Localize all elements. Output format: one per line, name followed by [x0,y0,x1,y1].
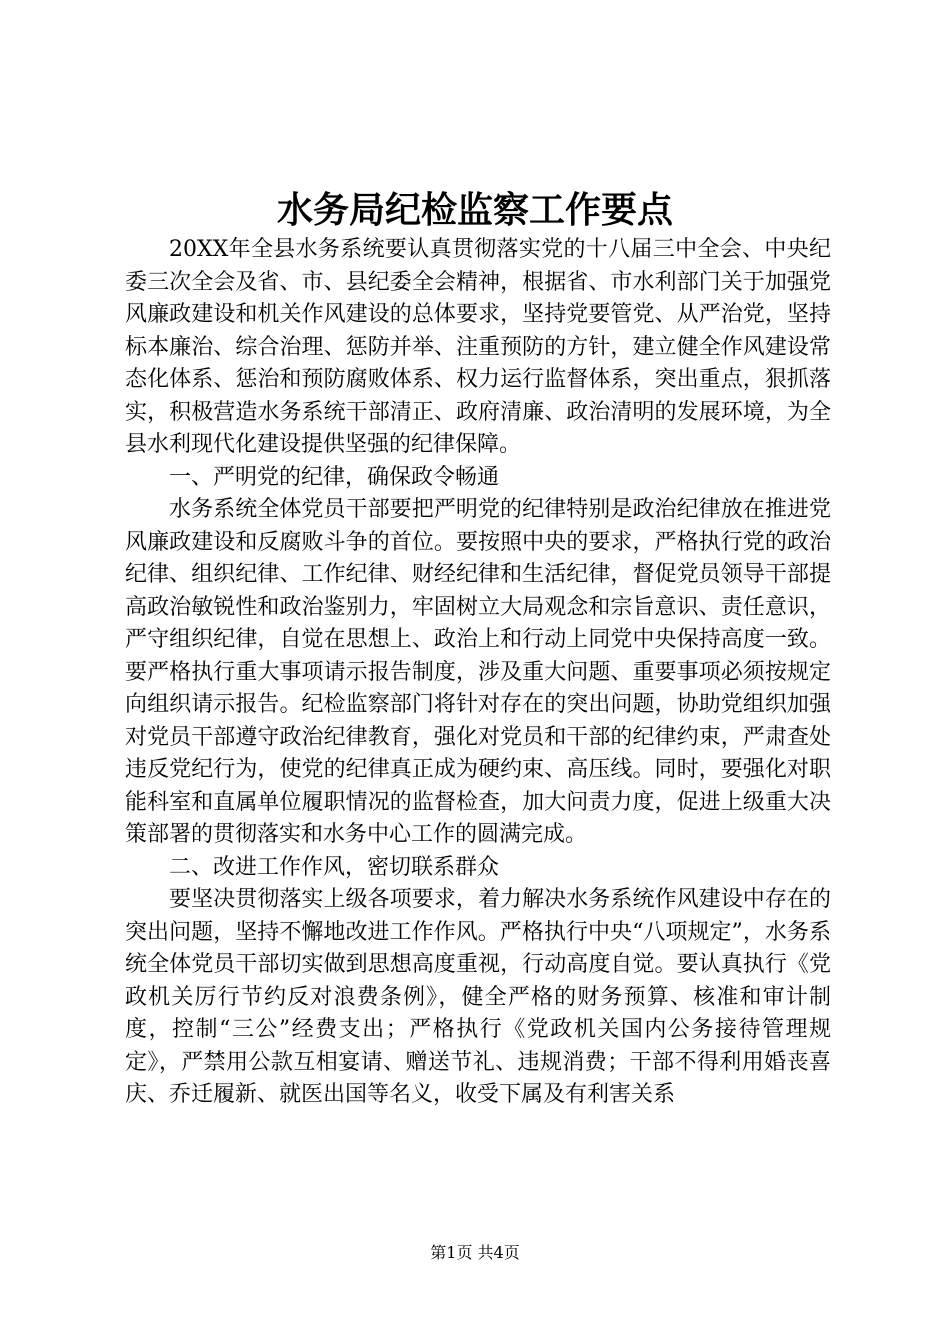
section-1-paragraph: 水务系统全体党员干部要把严明党的纪律特别是政治纪律放在推进党风廉政建设和反腐败斗争的首位。要按照中央的要求，严格执行党的政治纪律、组织纪律、工作纪律、财经纪律和生活纪律，督促党员领导干部提高政治敏锐性和政治鉴别力，牢固树立大局观念和宗旨意识、责任意识，严守组织纪律，自觉在思想上、政治上和行动上同党中央保持高度一致。要严格执行重大事项请示报告制度，涉及重大问题、重要事项必须按规定向组织请示报告。纪检监察部门将针对存在的突出问题，协助党组织加强对党员干部遵守政治纪律教育，强化对党员和干部的纪律约束，严肃查处违反党纪行为，使党的纪律真正成为硬约束、高压线。同时，要强化对职能科室和直属单位履职情况的监督检查，加大问责力度，促进上级重大决策部署的贯彻落实和水务中心工作的圆满完成。 [125,497,831,847]
section-heading-2: 二、改进工作作风，密切联系群众 [169,854,500,880]
page-number-footer: 第1页 共4页 [430,1243,520,1262]
section-heading-1: 一、严明党的纪律，确保政令畅通 [169,464,500,490]
section-2-paragraph: 要坚决贯彻落实上级各项要求，着力解决水务系统作风建设中存在的突出问题，坚持不懈地改进工作作风。严格执行中央“八项规定”，水务系统全体党员干部切实做到思想高度重视，行动高度自觉。要认真执行《党政机关厉行节约反对浪费条例》，健全严格的财务预算、核准和审计制度，控制“三公”经费支出；严格执行《党政机关国内公务接待管理规定》，严禁用公款互相宴请、赠送节礼、违规消费；干部不得利用婚丧喜庆、乔迁履新、就医出国等名义，收受下属及有利害关系 [125,887,831,1107]
document-body [125,234,831,1112]
document-title: 水务局纪检监察工作要点 [276,189,673,231]
intro-paragraph: 20XX年全县水务系统要认真贯彻落实党的十八届三中全会、中央纪委三次全会及省、市、县纪委全会精神，根据省、市水利部门关于加强党风廉政建设和机关作风建设的总体要求，坚持党要管党、从严治党，坚持标本廉治、综合治理、惩防并举、注重预防的方针，建立健全作风建设常态化体系、惩治和预防腐败体系、权力运行监督体系，突出重点，狠抓落实，积极营造水务系统干部清正、政府清廉、政治清明的发展环境，为全县水利现代化建设提供坚强的纪律保障。 [125,237,831,457]
